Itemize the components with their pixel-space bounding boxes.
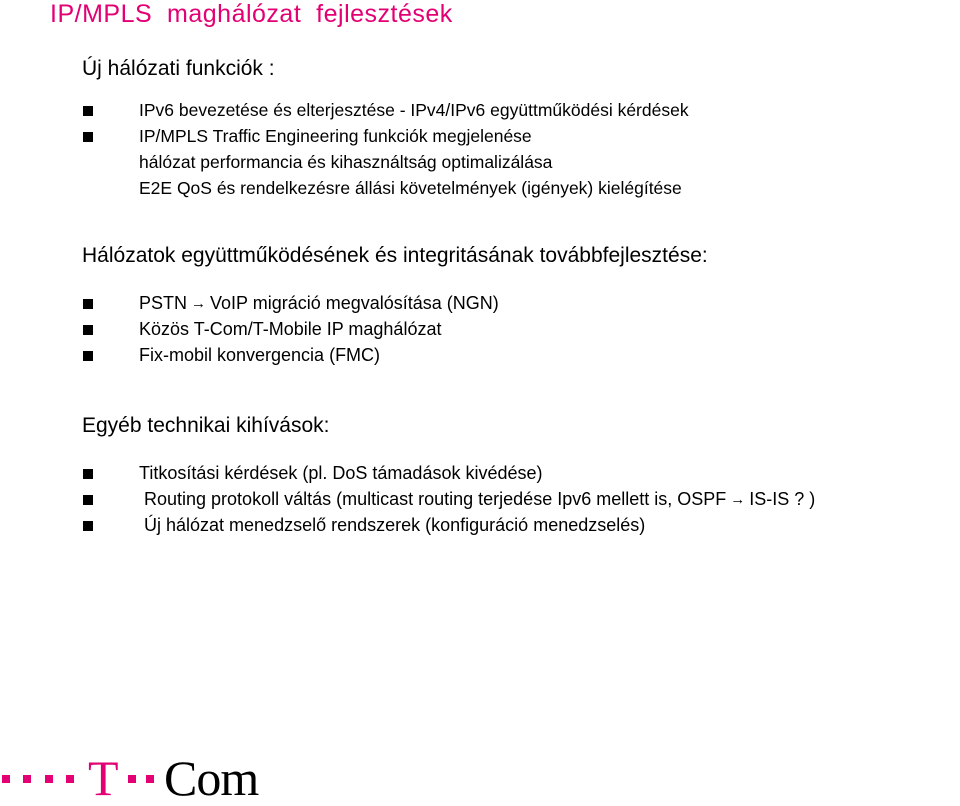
logo-com-wordmark: Com (164, 750, 259, 806)
square-bullet-icon (83, 521, 93, 531)
t-com-logo (0, 752, 280, 806)
list-item-text: Titkosítási kérdések (pl. DoS támadások kivédése) (139, 463, 543, 483)
square-bullet-icon (83, 106, 93, 116)
logo-dot-icon (2, 775, 10, 783)
square-bullet-icon (83, 351, 93, 361)
list-item-text: PSTN → VoIP migráció megvalósítása (NGN) (139, 293, 499, 313)
list-item-text: Routing protokoll váltás (multicast routing terjedése Ipv6 mellett is, OSPF → IS-IS ? ) (144, 489, 816, 509)
list-item-text: IP/MPLS Traffic Engineering funkciók megjelenése (139, 126, 532, 146)
square-bullet-icon (83, 469, 93, 479)
arrow-right-icon: → (191, 295, 207, 312)
square-bullet-icon (83, 299, 93, 309)
section-heading-network-integration: Hálózatok együttműködésének és integritásának továbbfejlesztése: (82, 244, 708, 267)
section-heading-new-functions: Új hálózati funkciók : (82, 57, 275, 80)
square-bullet-icon (83, 495, 93, 505)
square-bullet-icon (83, 325, 93, 335)
logo-dot-icon (23, 775, 31, 783)
square-bullet-icon (83, 132, 93, 142)
logo-dot-icon (66, 775, 74, 783)
logo-dot-icon (45, 775, 53, 783)
list-item-text: Fix-mobil konvergencia (FMC) (139, 345, 381, 365)
section-heading-technical-challenges: Egyéb technikai kihívások: (82, 414, 330, 437)
logo-dot-icon (146, 775, 154, 783)
list-item-text: Közös T-Com/T-Mobile IP maghálózat (139, 319, 442, 339)
logo-t-mark: T (88, 750, 119, 806)
list-item-text: hálózat performancia és kihasználtság optimalizálása (139, 152, 553, 172)
page-title: IP/MPLS maghálózat fejlesztések (50, 0, 453, 28)
logo-dot-icon (128, 775, 136, 783)
list-item-text: E2E QoS és rendelkezésre állási követelmények (igények) kielégítése (139, 178, 682, 198)
list-item-text: IPv6 bevezetése és elterjesztése - IPv4/IPv6 együttműködési kérdések (139, 100, 689, 120)
arrow-right-icon: → (730, 491, 746, 508)
list-item-text: Új hálózat menedzselő rendszerek (konfiguráció menedzselés) (144, 515, 646, 535)
